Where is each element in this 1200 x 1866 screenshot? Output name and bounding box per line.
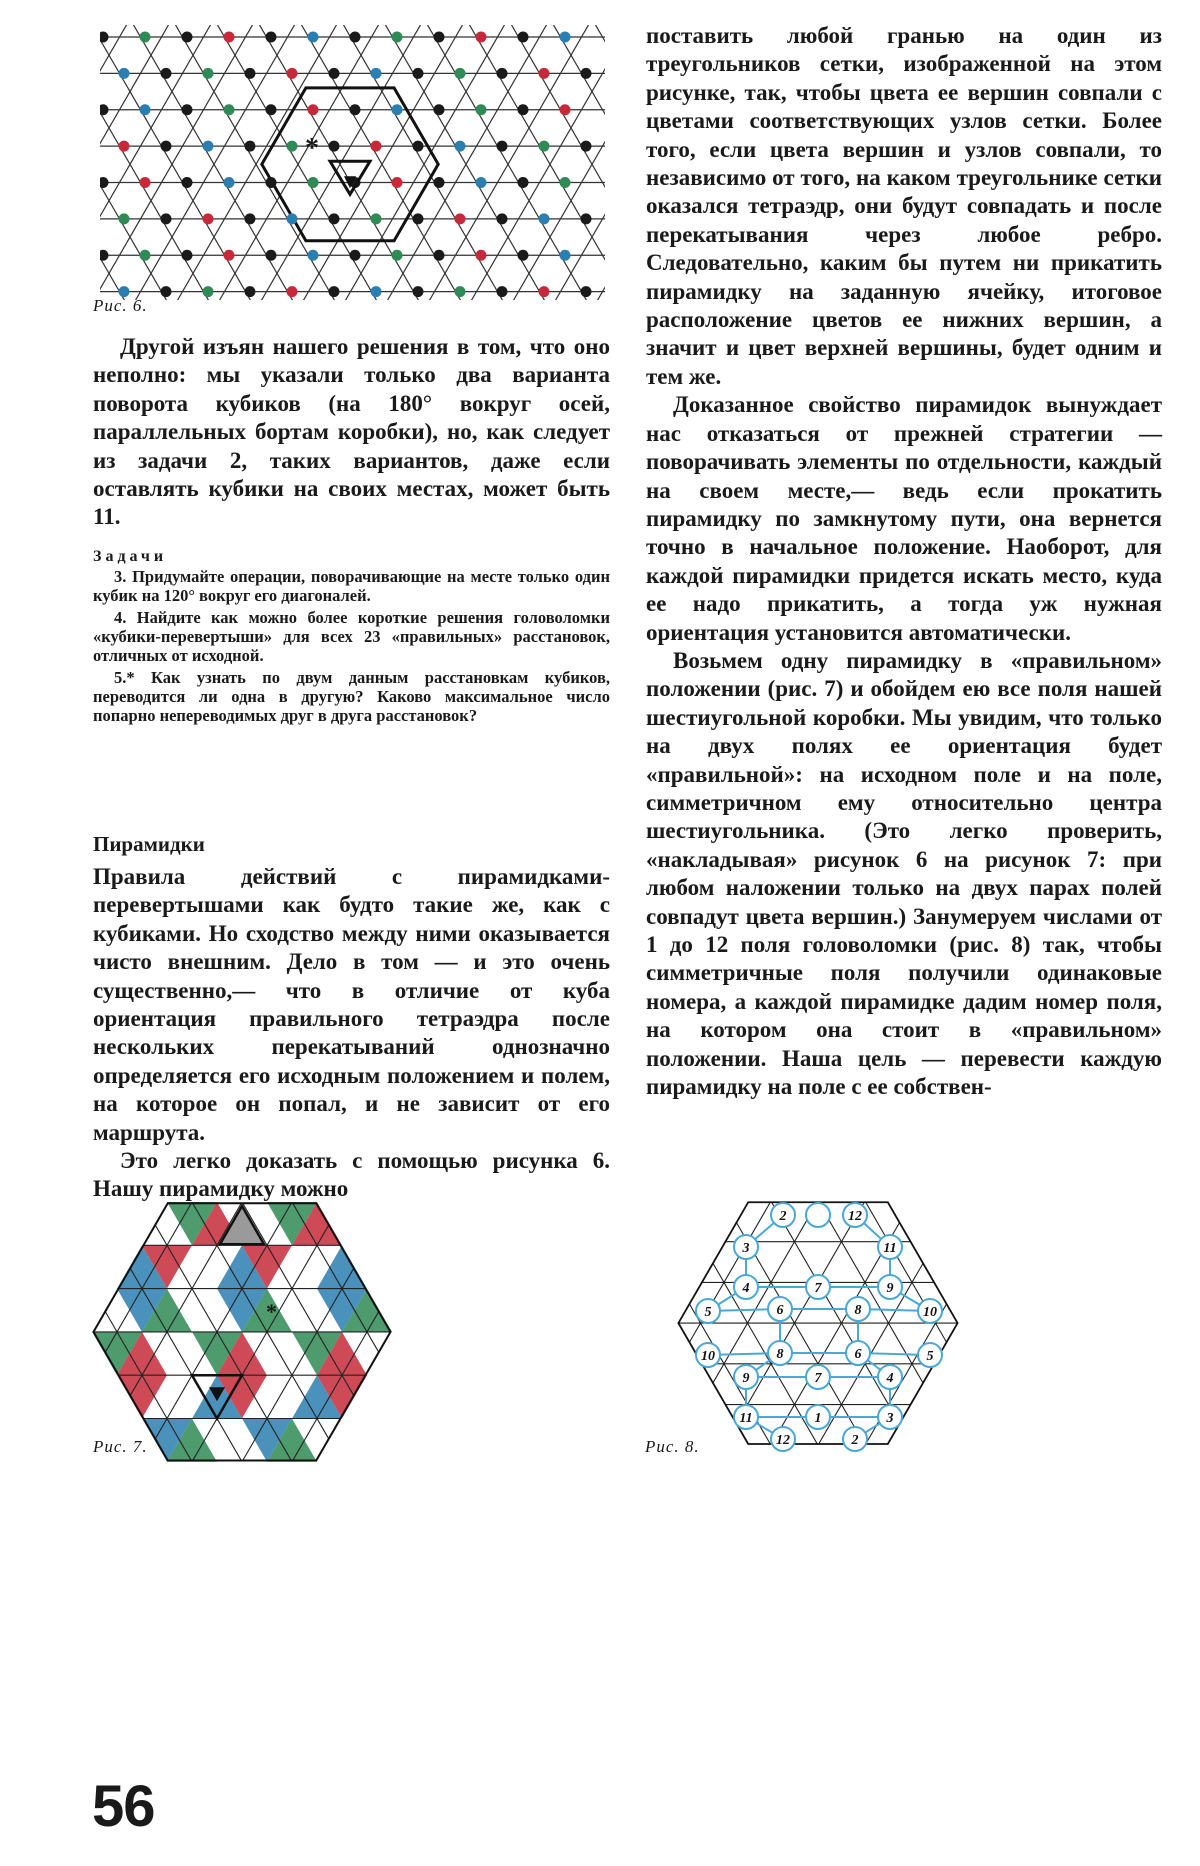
figure-8-caption: Рис. 8.	[645, 1437, 700, 1456]
grid-node	[497, 286, 508, 297]
grid-node	[224, 32, 235, 43]
grid-node	[287, 286, 298, 297]
tasks-block	[93, 548, 610, 725]
grid-node	[161, 213, 172, 224]
cell-number: 7	[814, 1281, 822, 1296]
task-3: 3. Придумайте операции, поворачивающие на месте только один кубик на 120° вокруг его диагоналей.	[93, 567, 610, 605]
grid-node	[560, 104, 571, 115]
grid-node	[140, 177, 151, 188]
grid-node	[455, 286, 466, 297]
grid-node	[329, 286, 340, 297]
grid-line	[668, 1201, 677, 1445]
grid-node	[203, 141, 214, 152]
page-number: 56	[92, 1774, 155, 1839]
grid-node	[497, 213, 508, 224]
cell-number: 7	[814, 1371, 822, 1386]
section-title-pyramids: Пирамидки	[93, 832, 205, 856]
grid-node	[581, 286, 592, 297]
grid-node	[539, 141, 550, 152]
grid-node	[476, 250, 487, 261]
grid-node	[371, 213, 382, 224]
grid-node	[455, 141, 466, 152]
figure-7-asterisk: *	[266, 1299, 277, 1324]
grid-node	[413, 286, 424, 297]
cell-number: 10	[701, 1349, 715, 1364]
grid-node	[434, 250, 445, 261]
grid-node	[308, 32, 319, 43]
cell-number: 11	[739, 1411, 753, 1426]
grid-node	[476, 104, 487, 115]
grid-node	[119, 141, 130, 152]
grid-node	[100, 32, 109, 43]
cell-number: 3	[886, 1411, 894, 1426]
grid-line-diagonal	[100, 25, 172, 300]
grid-node	[518, 250, 529, 261]
grid-node	[308, 104, 319, 115]
grid-node	[350, 104, 361, 115]
grid-node	[100, 250, 109, 261]
grid-node	[392, 104, 403, 115]
grid-node	[308, 177, 319, 188]
grid-node	[455, 68, 466, 79]
cell-number: 11	[883, 1241, 897, 1256]
grid-node	[308, 250, 319, 261]
grid-node	[581, 141, 592, 152]
grid-node	[329, 68, 340, 79]
paragraph-strategy: Доказанное свойство пирамидок вынуждает нас отказаться от прежней стратегии — поворачивать элементы по отдельности, каждый на своем месте,— ведь если прокатить пирамидку по замкнутому пути, она вернется точно в начальное положение. Наоборот, для каждой пирамидки придется искать место, куда ее надо прикатить, а тогда уж нужная ориентация установится автоматически.	[646, 392, 1162, 645]
grid-node	[224, 104, 235, 115]
cell-number: 4	[886, 1371, 894, 1386]
grid-node	[245, 68, 256, 79]
cell-number: 5	[926, 1349, 934, 1364]
cell-number: 3	[742, 1241, 750, 1256]
grid-node	[287, 213, 298, 224]
grid-node	[203, 68, 214, 79]
grid-node	[371, 286, 382, 297]
grid-node	[266, 104, 277, 115]
task-4: 4. Найдите как можно более короткие решения головоломки «кубики-перевертыши» для всех 23 «правильных» расстановок, отличных от исходной.	[93, 608, 610, 665]
grid-node	[392, 32, 403, 43]
grid-node	[182, 32, 193, 43]
grid-node	[266, 32, 277, 43]
paragraph-numbering: Возьмем одну пирамидку в «правильном» положении (рис. 7) и обойдем ею все поля нашей шестиугольной коробки. Мы увидим, что только на двух полях ее ориентация будет «правильной»: на исходном поле и на поле, симметричном ему относительно центра шестиугольника. (Это легко проверить, «накладывая» рисунок 6 на рисунок 7: при любом наложении только на двух парах полей совпадут цвета вершин.) Занумеруем числами от 1 до 12 поля головоломки (рис. 8) так, чтобы симметричные поля получили одинаковые номера, а каждой пирамидке дадим номер поля, на котором она стоит в «правильном» положении. Наша цель — перевести каждую пирамидку на поле с ее собствен-	[646, 647, 1162, 1100]
cell-number: 1	[814, 1411, 822, 1426]
grid-line	[959, 1201, 968, 1445]
grid-node	[329, 213, 340, 224]
cell-number: 9	[742, 1371, 750, 1386]
grid-node	[413, 141, 424, 152]
grid-node	[350, 32, 361, 43]
grid-node	[560, 250, 571, 261]
grid-node	[140, 250, 151, 261]
grid-node	[182, 104, 193, 115]
grid-node	[476, 32, 487, 43]
right-column	[646, 22, 1162, 1101]
grid-node	[245, 213, 256, 224]
grid-node	[434, 177, 445, 188]
grid-node	[224, 250, 235, 261]
cell-number: 10	[923, 1305, 937, 1320]
grid-node	[245, 286, 256, 297]
cell-number: 6	[854, 1347, 862, 1362]
grid-node	[392, 250, 403, 261]
grid-node	[371, 68, 382, 79]
cell-number: 2	[779, 1209, 787, 1224]
grid-node	[476, 177, 487, 188]
grid-node	[560, 177, 571, 188]
cell-number: 8	[776, 1347, 784, 1362]
tasks-heading: Задачи	[93, 548, 168, 565]
grid-node	[266, 250, 277, 261]
grid-node	[539, 68, 550, 79]
cell-number: 12	[848, 1209, 862, 1224]
grid-node	[455, 213, 466, 224]
paragraph-defect: Другой изъян нашего решения в том, что оно неполно: мы указали только два варианта поворота кубиков (на 180° вокруг осей, параллельных бортам коробки), но, как следует из задачи 2, таких вариантов, даже если оставлять кубики на своих местах, может быть 11.	[93, 334, 610, 530]
cell-number: 8	[854, 1303, 862, 1318]
grid-node	[581, 68, 592, 79]
grid-node	[140, 104, 151, 115]
grid-node	[581, 213, 592, 224]
figure-7-colored-hexagon	[92, 1200, 392, 1465]
grid-node	[203, 286, 214, 297]
pyramids-section	[93, 832, 610, 1204]
grid-node	[518, 32, 529, 43]
figure-6-triangular-grid	[100, 25, 605, 300]
left-column-top	[93, 333, 610, 532]
grid-node	[329, 141, 340, 152]
figure-8-numbered-hexagon	[668, 1195, 968, 1465]
cell-number: 12	[776, 1433, 790, 1448]
figure-6-caption: Рис. 6.	[93, 296, 148, 315]
grid-node	[539, 286, 550, 297]
grid-node	[182, 250, 193, 261]
grid-node	[434, 32, 445, 43]
grid-node	[518, 104, 529, 115]
grid-node	[245, 141, 256, 152]
grid-node	[539, 213, 550, 224]
grid-node	[140, 32, 151, 43]
grid-node	[413, 213, 424, 224]
grid-line	[668, 1201, 677, 1445]
grid-node	[224, 177, 235, 188]
grid-node	[434, 104, 445, 115]
paragraph-place-pyramid: поставить любой гранью на один из треугольников сетки, изображенной на этом рисунке, так, чтобы цвета ее вершин совпали с цветами соответствующих узлов сетки. Более того, если цвета вершин и узлов совпали, то независимо от того, на каком треугольнике сетки оказался тетраэдр, они будут совпадать и после перекатывания через любое ребро. Следовательно, каким бы путем ни прикатить пирамидку на заданную ячейку, итоговое расположение цветов ее нижних вершин, а значит и цвет верхней вершины, будет одним и тем же.	[646, 23, 1162, 389]
grid-node	[287, 141, 298, 152]
grid-node	[161, 68, 172, 79]
grid-node	[413, 68, 424, 79]
grid-node	[266, 177, 277, 188]
grid-node	[182, 177, 193, 188]
grid-line-diagonal	[100, 25, 172, 300]
grid-node	[371, 141, 382, 152]
paragraph-proof-start: Это легко доказать с помощью рисунка 6. Нашу пирамидку можно	[93, 1148, 610, 1202]
figure-6-asterisk: *	[305, 133, 319, 164]
cell-number: 5	[704, 1305, 712, 1320]
grid-line	[959, 1201, 968, 1445]
cell-number: 6	[776, 1303, 784, 1318]
grid-node	[497, 141, 508, 152]
grid-node	[161, 141, 172, 152]
grid-node	[119, 213, 130, 224]
grid-node	[161, 286, 172, 297]
grid-node	[100, 104, 109, 115]
grid-node	[518, 177, 529, 188]
grid-line-diagonal	[592, 25, 605, 300]
cell-number: 9	[886, 1281, 894, 1296]
grid-node	[560, 32, 571, 43]
cell-number: 2	[851, 1433, 859, 1448]
grid-node	[119, 68, 130, 79]
paragraph-pyramid-rules: Правила действий с пирамидками-перевертышами как будто такие же, как с кубиками. Но сходство между ними оказывается чисто внешним. Дело в том — и это очень существенно,— что в отличие от куба ориентация правильного тетраэдра после нескольких перекатываний однозначно определяется его исходным положением и полем, на которое он попал, и не зависит от его маршрута.	[93, 864, 610, 1145]
cell-number: 4	[742, 1281, 750, 1296]
grid-node	[392, 177, 403, 188]
grid-node	[287, 68, 298, 79]
grid-line-diagonal	[592, 25, 605, 300]
grid-node	[350, 250, 361, 261]
grid-node	[497, 68, 508, 79]
task-5: 5.* Как узнать по двум данным расстановкам кубиков, переводится ли одна в другую? Каково максимальное число попарно непереводимых друг в друга расстановок?	[93, 668, 610, 725]
empty-cell-circle	[806, 1203, 830, 1227]
figure-7-caption: Рис. 7.	[93, 1437, 148, 1456]
grid-node	[100, 177, 109, 188]
grid-node	[203, 213, 214, 224]
grid-line-diagonal	[550, 25, 605, 300]
